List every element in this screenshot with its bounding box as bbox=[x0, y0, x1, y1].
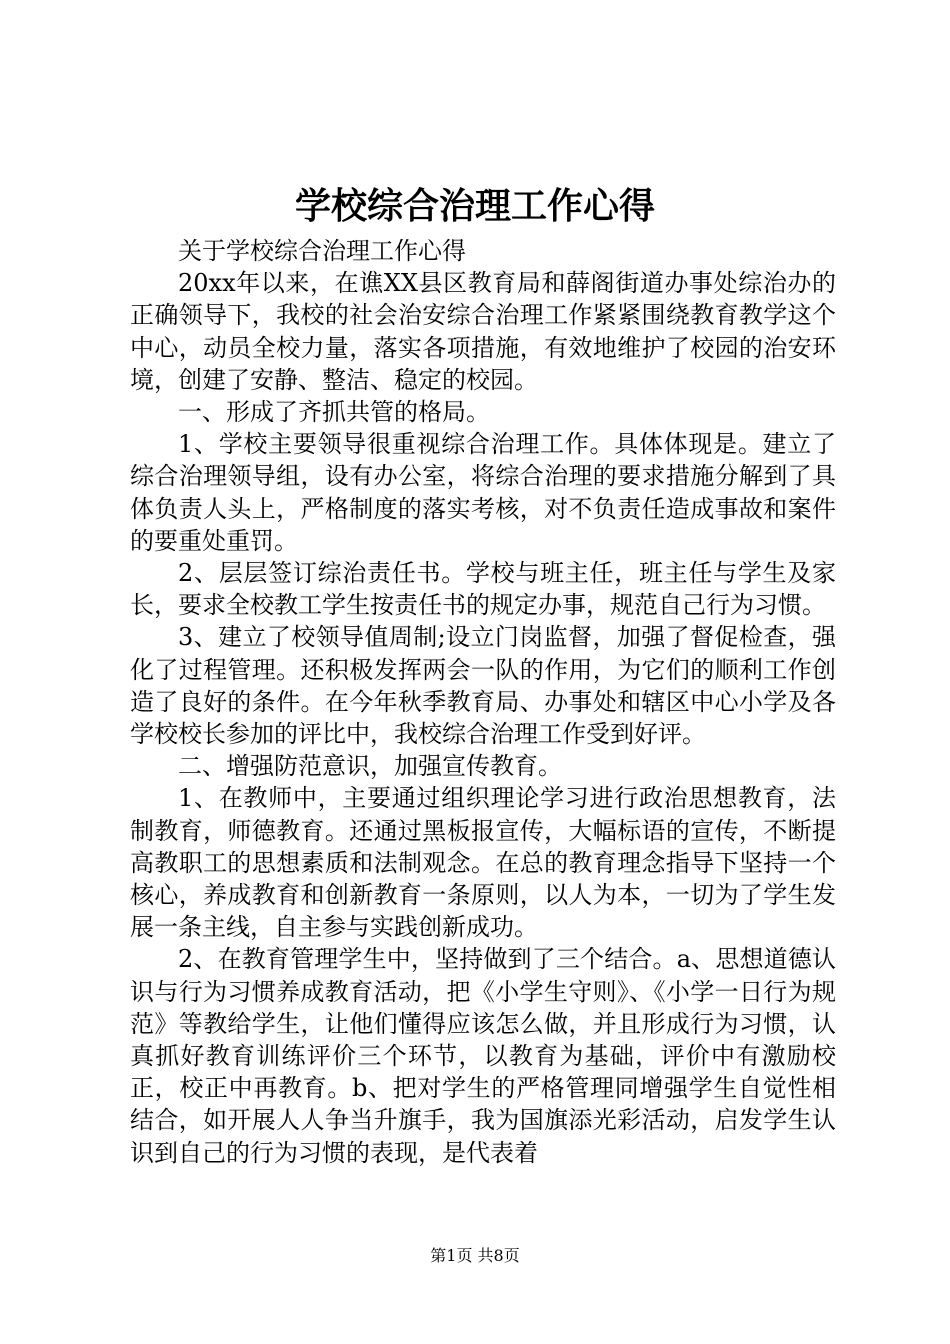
paragraph: 1、学校主要领导很重视综合治理工作。具体体现是。建立了综合治理领导组，设有办公室，将综合治理的要求措施分解到了具体负责人头上，严格制度的落实考核，对不负责任造成事故和案件的要重处重罚。 bbox=[130, 430, 836, 555]
document-body bbox=[130, 235, 836, 1169]
paragraph: 2、层层签订综治责任书。学校与班主任，班主任与学生及家长，要求全校教工学生按责任书的规定办事，规范自己行为习惯。 bbox=[130, 559, 836, 620]
paragraph: 3、建立了校领导值周制;设立门岗监督，加强了督促检查，强化了过程管理。还积极发挥两会一队的作用，为它们的顺利工作创造了良好的条件。在今年秋季教育局、办事处和辖区中心小学及各学校校长参加的评比中，我校综合治理工作受到好评。 bbox=[130, 623, 836, 749]
paragraph-intro: 20xx年以来，在谯XX县区教育局和薛阁街道办事处综治办的正确领导下，我校的社会治安综合治理工作紧紧围绕教育教学这个中心，动员全校力量，落实各项措施，有效地维护了校园的治安环境，创建了安静、整洁、稳定的校园。 bbox=[130, 269, 836, 394]
page-footer: 第1页 共8页 bbox=[430, 1246, 520, 1265]
paragraph: 1、在教师中，主要通过组织理论学习进行政治思想教育，法制教育，师德教育。还通过黑板报宣传，大幅标语的宣传，不断提高教职工的思想素质和法制观念。在总的教育理念指导下坚持一个核心，养成教育和创新教育一条原则，以人为本，一切为了学生发展一条主线，自主参与实践创新成功。 bbox=[130, 784, 836, 942]
section-heading-1: 一、形成了齐抓共管的格局。 bbox=[178, 398, 490, 427]
paragraph-subtitle: 关于学校综合治理工作心得 bbox=[178, 237, 466, 265]
section-heading-2: 二、增强防范意识，加强宣传教育。 bbox=[178, 752, 562, 781]
paragraph: 2、在教育管理学生中，坚持做到了三个结合。a、思想道德认识与行为习惯养成教育活动，把《小学生守则》、《小学一日行为规范》等教给学生，让他们懂得应该怎么做，并且形成行为习惯，认真抓好教育训练评价三个环节，以教育为基础，评价中有激励校正，校正中再教育。b、把对学生的严格管理同增强学生自觉性相结合，如开展人人争当升旗手，我为国旗添光彩活动，启发学生认识到自己的行为习惯的表现，是代表着 bbox=[130, 945, 836, 1167]
document-title: 学校综合治理工作心得 bbox=[294, 186, 655, 227]
